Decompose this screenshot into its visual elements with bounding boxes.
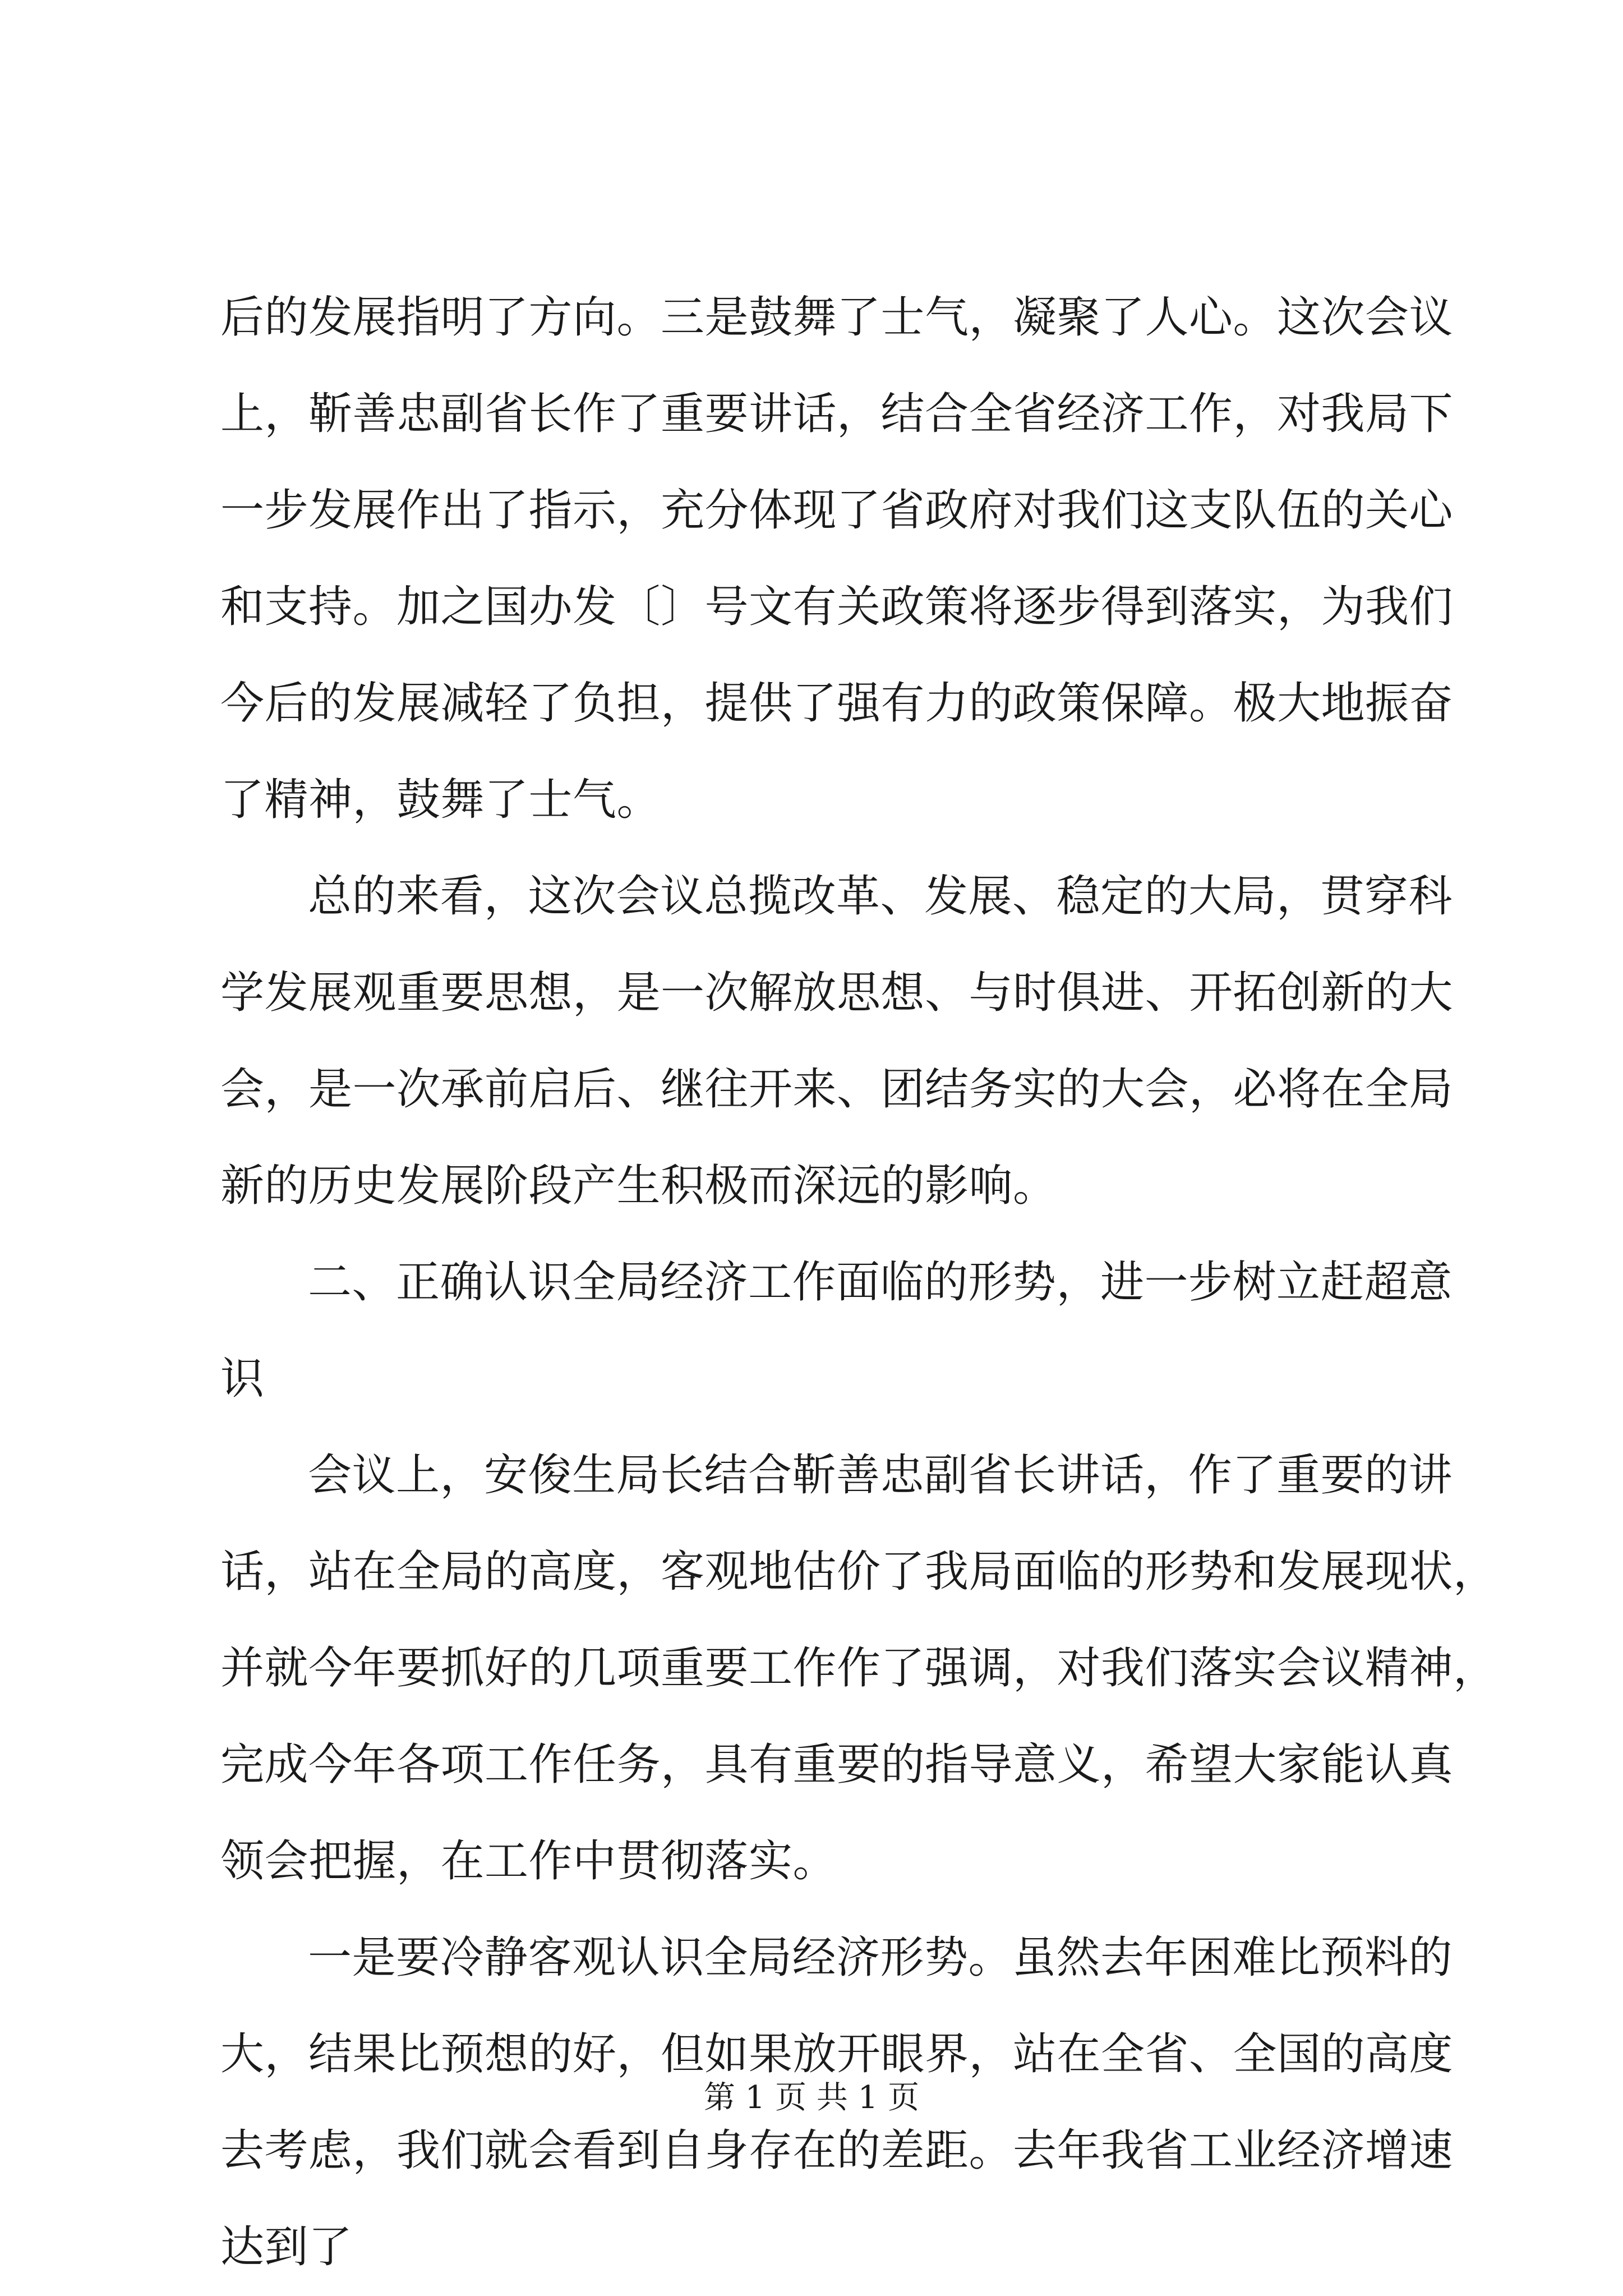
text-line: 会，是一次承前启后、继往开来、团结务实的大会，必将在全局 xyxy=(220,1064,1454,1115)
text-line: 学发展观重要思想，是一次解放思想、与时俱进、开拓创新的大 xyxy=(220,968,1454,1018)
text-line: 二、正确认识全局经济工作面临的形势，进一步树立赶超意 xyxy=(308,1257,1453,1308)
text-line: 新的历史发展阶段产生积极而深远的影响。 xyxy=(220,1161,1057,1211)
text-line: 大，结果比预想的好，但如果放开眼界，站在全省、全国的高度 xyxy=(220,2029,1454,2079)
text-line: 并就今年要抓好的几项重要工作作了强调，对我们落实会议精神， xyxy=(220,1643,1497,1694)
text-line: 上，靳善忠副省长作了重要讲话，结合全省经济工作，对我局下 xyxy=(220,389,1454,439)
text-line: 总的来看，这次会议总揽改革、发展、稳定的大局，贯穿科 xyxy=(308,871,1453,922)
text-line: 去考虑，我们就会看到自身存在的差距。去年我省工业经济增速 xyxy=(220,2125,1454,2176)
page-footer: 第 1 页 共 1 页 xyxy=(703,2079,920,2116)
text-line: 一步发展作出了指示，充分体现了省政府对我们这支队伍的关心 xyxy=(220,485,1454,536)
text-line: 达到了 xyxy=(220,2222,353,2272)
text-line: 话，站在全局的高度，客观地估价了我局面临的形势和发展现状， xyxy=(220,1547,1497,1597)
text-line: 后的发展指明了方向。三是鼓舞了士气，凝聚了人心。这次会议 xyxy=(220,292,1454,343)
text-line: 完成今年各项工作任务，具有重要的指导意义，希望大家能认真 xyxy=(220,1740,1454,1790)
text-line: 和支持。加之国办发〔〕号文有关政策将逐步得到落实，为我们 xyxy=(220,582,1454,632)
document-body xyxy=(220,269,1497,2295)
text-line: 领会把握，在工作中贯彻落实。 xyxy=(220,1836,837,1887)
text-line: 会议上，安俊生局长结合靳善忠副省长讲话，作了重要的讲 xyxy=(308,1450,1453,1501)
text-line: 一是要冷静客观认识全局经济形势。虽然去年困难比预料的 xyxy=(308,1932,1453,1983)
text-line: 了精神，鼓舞了士气。 xyxy=(220,775,661,825)
text-line: 今后的发展减轻了负担，提供了强有力的政策保障。极大地振奋 xyxy=(220,678,1454,729)
text-line: 识 xyxy=(220,1354,265,1404)
